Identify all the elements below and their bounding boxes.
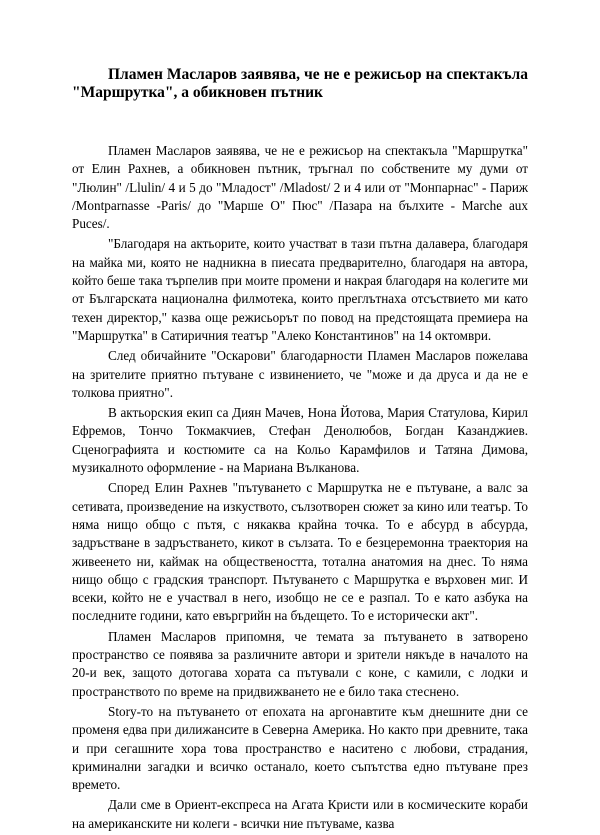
paragraph-4: В актьорския екип са Диян Мачев, Нона Йотова, Мария Статулова, Кирил Ефремов, Тончо Токмакчиев, Стефан Денолюбов, Богдан Казанджиев. Сценографията и костюмите са на Кольо Карамфилов и Татяна Димова, музикалното оформление - на Мариана Вълканова.	[72, 405, 528, 476]
paragraph-6: Пламен Масларов припомня, че темата за пътуването в затворено пространство се появява за различните автори и зрители някъде в началото на 20-и век, защото дотогава хората са пътували с коне, с камили, с лодки и пространството по време на придвижването не е било така стеснено.	[72, 628, 528, 699]
paragraph-2: "Благодаря на актьорите, които участват в тази пътна далавера, благодаря на майка ми, която не надникна в пиесата предварително, благодаря на автора, който беше така търпелив при моите промени и накрая благодаря на колегите ми от Българската национална филмотека, които преглътнаха отсъствието ми като техен директор," казва още режисьорът по повод на предстоящата премиера на "Маршрутка" в Сатиричния театър "Алеко Константинов" на 14 октомври.	[72, 236, 528, 343]
paragraph-8: Дали сме в Ориент-експреса на Агата Кристи или в космическите кораби на американските ни колеги - всички ние пътуваме, казва	[72, 797, 528, 831]
document-page	[72, 66, 528, 835]
paragraph-7: Story-то на пътуването от епохата на аргонавтите към днешните дни се променя едва при дилижансите в Северна Америка. Но както при древните, така и при сегашните хора това пространство е наситено с любови, страдания, криминални загадки и всичко останало, което съпътства едно пътуване през времето.	[72, 703, 528, 793]
article-title: Пламен Масларов заявява, че не е режисьор на спектакъла "Маршрутка", а обикновен пътник	[72, 66, 528, 101]
paragraph-1: Пламен Масларов заявява, че не е режисьор на спектакъла "Маршрутка" от Елин Рахнев, а обикновен пътник, тръгнал по собствените му думи от "Люлин" /Llulin/ 4 и 5 до "Младост" /Mladost/ 2 и 4 или от "Монпарнас" - Париж /Montparnasse -Paris/ до "Марше О" Пюс" /Пазара на бълхите - Marche aux Puces/.	[72, 143, 528, 232]
paragraph-3: След обичайните "Оскарови" благодарности Пламен Масларов пожелава на зрителите приятно пътуване с извинението, че "може и да друса и да не е толкова приятно".	[72, 348, 528, 400]
paragraph-5: Според Елин Рахнев "пътуването с Маршрутка не е пътуване, а валс за сетивата, произведение на изкуството, сълзотворен сюжет за кино или театър. То няма нищо общо с пътя, с някаква крайна точка. То е абсурд в абсурда, задръстване в задръстването, кикот в сълзата. То е безцеремонна траектория на живеенето ни, каймак на обществеността, тотална анатомия на днес. То няма нищо общо с градския транспорт. Пътуването с Маршрутка е върховен миг. И всеки, който не е участвал в него, изобщо не се е разпал. То е като азбука на последните години, като евъргрийн на бъдещето. То е исторически акт".	[72, 480, 528, 624]
